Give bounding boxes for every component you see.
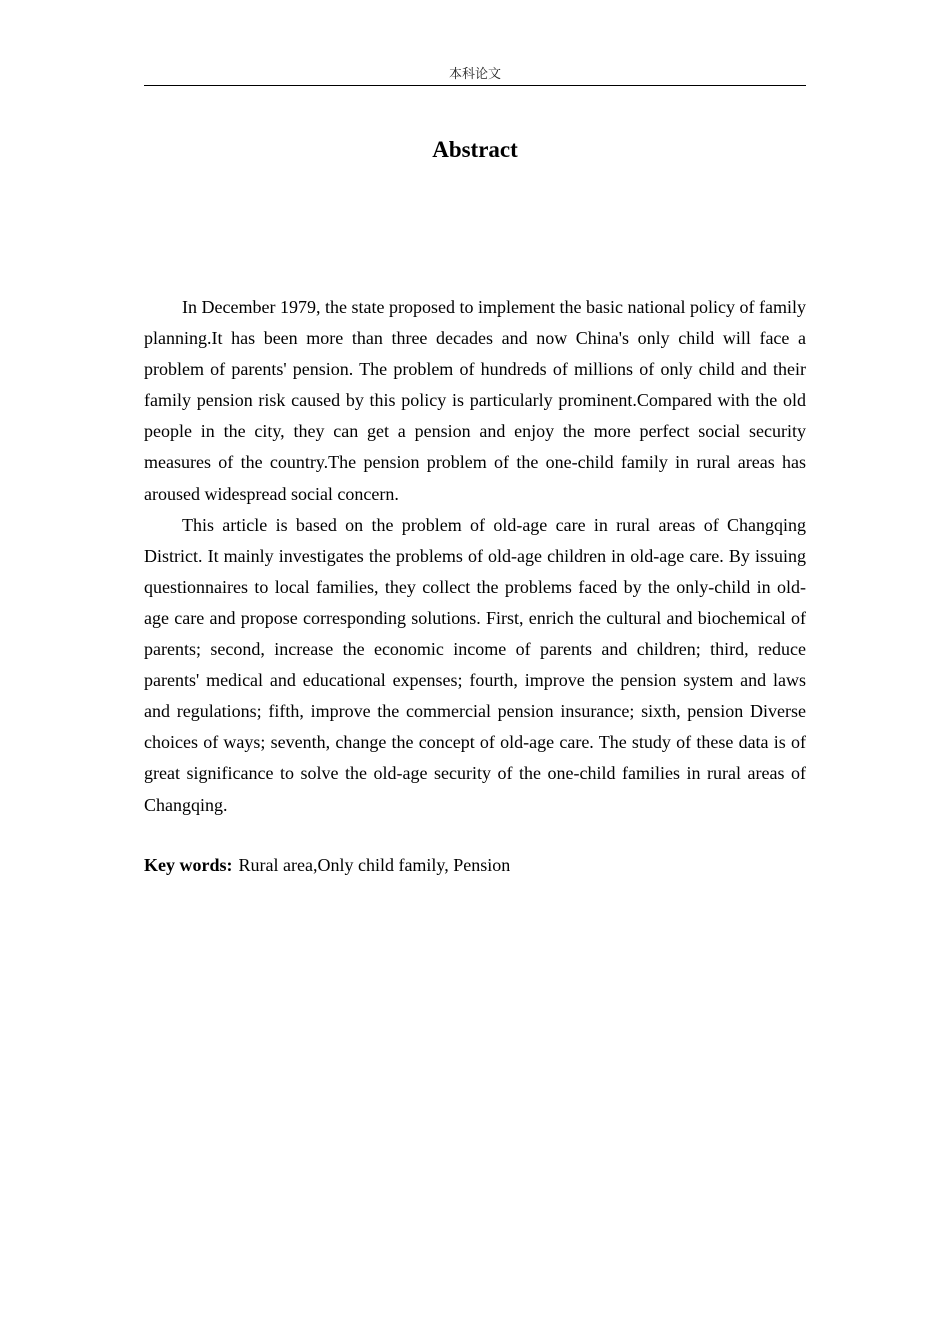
page-header: 本科论文 xyxy=(448,67,501,82)
header-divider xyxy=(144,85,806,86)
keywords-label: Key words: xyxy=(144,855,233,875)
abstract-paragraph-1: In December 1979, the state proposed to implement the basic national policy of family planning.It has been more than three decades and now China's only child will face a problem of parents' pension. The problem of hundreds of millions of only child and their family pension risk caused by this policy is particularly prominent.Compared with the old people in the city, they can get a pension and enjoy the more perfect social security measures of the country.The pension problem of the one-child family in rural areas has aroused widespread social concern. xyxy=(144,297,806,504)
keywords-line xyxy=(144,850,806,880)
keywords-value: Rural area,Only child family, Pension xyxy=(238,855,511,875)
page-title: Abstract xyxy=(432,137,518,162)
abstract-body xyxy=(144,292,806,821)
abstract-paragraph-2: This article is based on the problem of old-age care in rural areas of Changqing District. It mainly investigates the problems of old-age children in old-age care. By issuing questionnaires to local families, they collect the problems faced by the only-child in old-age care and propose corresponding solutions. First, enrich the cultural and biochemical of parents; second, increase the economic income of parents and children; third, reduce parents' medical and educational expenses; fourth, improve the pension system and laws and regulations; fifth, improve the commercial pension insurance; sixth, pension Diverse choices of ways; seventh, change the concept of old-age care. The study of these data is of great significance to solve the old-age security of the one-child families in rural areas of Changqing. xyxy=(144,514,806,815)
